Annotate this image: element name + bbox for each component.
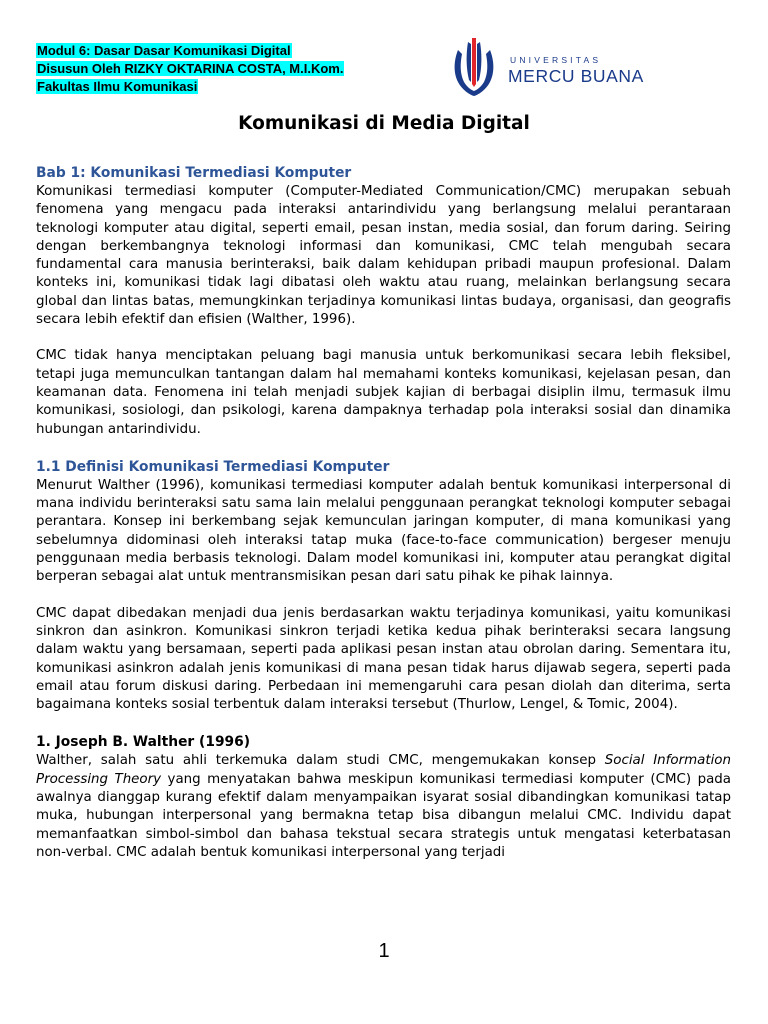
- walther-text-before: Walther, salah satu ahli terkemuka dalam studi CMC, mengemukakan konsep: [36, 753, 605, 769]
- author-line: [36, 60, 344, 78]
- university-logo: [450, 38, 644, 98]
- walther-theory-name: Social Information Processing Theory: [36, 753, 731, 787]
- author-line-text: Disusun Oleh RIZKY OKTARINA COSTA, M.I.Kom.: [37, 61, 344, 76]
- faculty-line-text: Fakultas Ilmu Komunikasi: [37, 79, 198, 94]
- logo-name-text: MERCU BUANA: [508, 66, 644, 86]
- university-logo-icon: [450, 38, 498, 96]
- section-1-1-paragraph-1: Menurut Walther (1996), komunikasi termediasi komputer adalah bentuk komunikasi interpersonal di mana individu berinteraksi satu sama lain melalui penggunaan perangkat teknologi komputer sebagai perantara. Konsep ini berkembang sejak kemunculan jaringan komputer, di mana komunikasi yang sebelumnya didominasi oleh interaksi tatap muka (face-to-face communication) bergeser menuju penggunaan media berbasis teknologi. Dalam model komunikasi ini, komputer atau perangkat digital berperan sebagai alat untuk mentransmisikan pesan dari satu pihak ke pihak lainnya.: [36, 477, 731, 585]
- module-info: [36, 42, 344, 96]
- page-number: 1: [378, 940, 390, 962]
- module-line-text: Modul 6: Dasar Dasar Komunikasi Digital: [37, 43, 291, 58]
- module-line: [36, 42, 344, 60]
- faculty-line: [36, 78, 344, 96]
- bab1-heading: Bab 1: Komunikasi Termediasi Komputer: [36, 165, 352, 181]
- bab1-paragraph-2: CMC tidak hanya menciptakan peluang bagi manusia untuk berkomunikasi secara lebih fleksibel, tetapi juga memunculkan tantangan dalam hal memahami konteks komunikasi, kejelasan pesan, dan keamanan data. Fenomena ini telah menjadi subjek kajian di berbagai disiplin ilmu, termasuk ilmu komunikasi, sosiologi, dan psikologi, karena dampaknya terhadap pola interaksi sosial dan dinamika hubungan antarindividu.: [36, 348, 731, 437]
- bab1-paragraph-1: Komunikasi termediasi komputer (Computer-Mediated Communication/CMC) merupakan sebuah fenomena yang mengacu pada interaksi antarindividu yang berlangsung melalui perantaraan teknologi komputer atau digital, seperti email, pesan instan, media sosial, dan forum daring. Seiring dengan berkembangnya teknologi informasi dan komunikasi, CMC telah mengubah secara fundamental cara manusia berinteraksi, baik dalam kehidupan pribadi maupun profesional. Dalam konteks ini, komunikasi tidak lagi dibatasi oleh waktu atau ruang, melainkan berlangsung secara global dan lintas batas, memungkinkan terjadinya komunikasi lintas budaya, organisasi, dan geografis secara lebih efektif dan efisien (Walther, 1996).: [36, 184, 731, 328]
- document-title: Komunikasi di Media Digital: [238, 113, 530, 134]
- section-1-1-heading: 1.1 Definisi Komunikasi Termediasi Komputer: [36, 458, 390, 475]
- document-body: [36, 163, 731, 862]
- walther-paragraph: [36, 752, 731, 862]
- walther-heading: 1. Joseph B. Walther (1996): [36, 734, 251, 751]
- logo-universitas-text: UNIVERSITAS: [510, 55, 602, 65]
- section-1-1-paragraph-2: CMC dapat dibedakan menjadi dua jenis berdasarkan waktu terjadinya komunikasi, yaitu komunikasi sinkron dan asinkron. Komunikasi sinkron terjadi ketika kedua pihak berinteraksi secara langsung dalam waktu yang bersamaan, seperti pada aplikasi pesan instan atau obrolan daring. Sementara itu, komunikasi asinkron adalah jenis komunikasi di mana pesan tidak harus dijawab segera, seperti pada email atau forum diskusi daring. Perbedaan ini memengaruhi cara pesan diolah dan diterima, serta bagaimana konteks sosial terbentuk dalam interaksi tersebut (Thurlow, Lengel, & Tomic, 2004).: [36, 605, 731, 713]
- walther-text-after: yang menyatakan bahwa meskipun komunikasi termediasi komputer (CMC) pada awalnya dianggap kurang efektif dalam menyampaikan isyarat sosial dibandingkan komunikasi tatap muka, hubungan interpersonal yang bermakna tetap bisa dibangun melalui CMC. Individu dapat memanfaatkan simbol-simbol dan bahasa tekstual secara strategis untuk mengatasi keterbatasan non-verbal. CMC adalah bentuk komunikasi interpersonal yang terjadi: [36, 771, 731, 860]
